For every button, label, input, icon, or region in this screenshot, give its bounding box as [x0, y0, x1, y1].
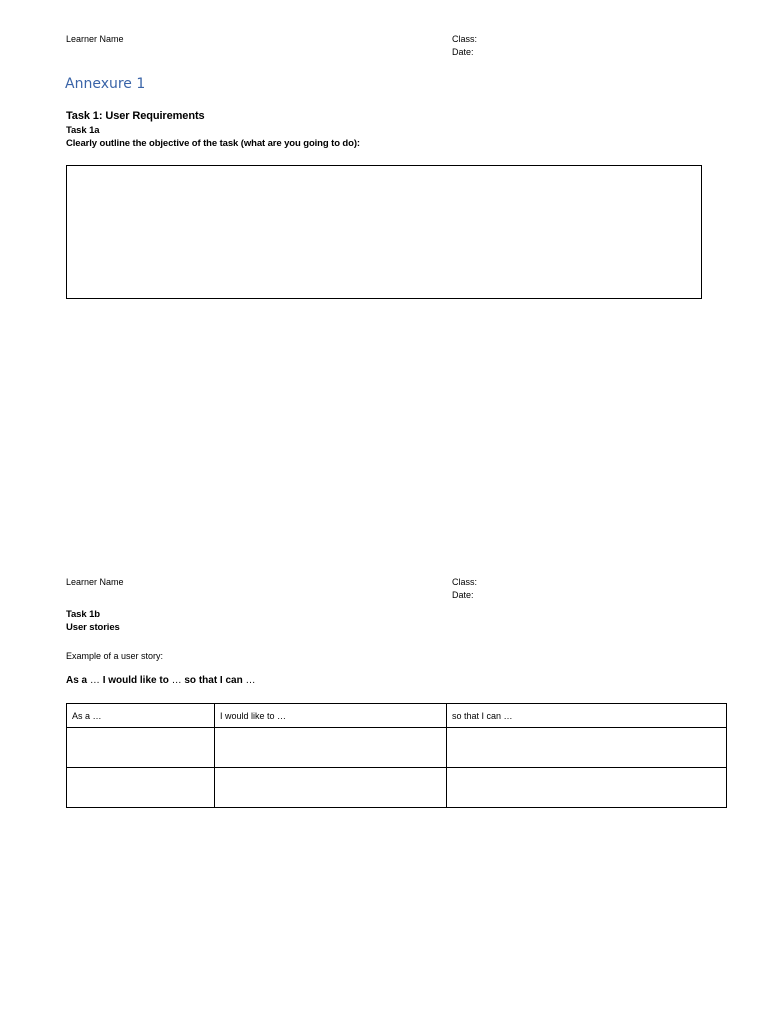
task-1b-label: Task 1b [66, 609, 100, 620]
table-header-row [67, 704, 727, 728]
annexure-heading: Annexure 1 [65, 76, 146, 92]
objective-instruction: Clearly outline the objective of the task (what are you going to do): [66, 138, 360, 149]
table-cell[interactable] [215, 728, 447, 768]
table-cell[interactable] [67, 728, 215, 768]
example-label: Example of a user story: [66, 651, 164, 661]
column-header-as-a: As a … [67, 704, 215, 728]
table-row [67, 768, 727, 808]
date-label-2: Date: [452, 590, 474, 600]
class-label-2: Class: [452, 577, 478, 587]
story-template [66, 675, 256, 686]
table-cell[interactable] [67, 768, 215, 808]
column-header-would-like: I would like to … [215, 704, 447, 728]
date-label: Date: [452, 47, 474, 57]
column-header-so-that: so that I can … [447, 704, 727, 728]
story-part-would-like: I would like to [102, 675, 169, 686]
story-dots-2: … [168, 675, 185, 686]
table-cell[interactable] [447, 768, 727, 808]
story-part-so-that: so that I can [184, 675, 243, 686]
learner-name-label-2: Learner Name [66, 577, 124, 587]
user-stories-table [66, 703, 727, 808]
objective-answer-box[interactable] [66, 165, 702, 299]
user-stories-label: User stories [66, 622, 120, 633]
task-1a-label: Task 1a [66, 125, 100, 136]
table-cell[interactable] [447, 728, 727, 768]
story-dots-1: … [87, 675, 103, 686]
learner-name-label: Learner Name [66, 34, 124, 44]
story-part-as-a: As a [66, 675, 88, 686]
task-title: Task 1: User Requirements [66, 110, 205, 122]
table-cell[interactable] [215, 768, 447, 808]
class-label: Class: [452, 34, 478, 44]
story-dots-3: … [242, 675, 256, 686]
table-row [67, 728, 727, 768]
